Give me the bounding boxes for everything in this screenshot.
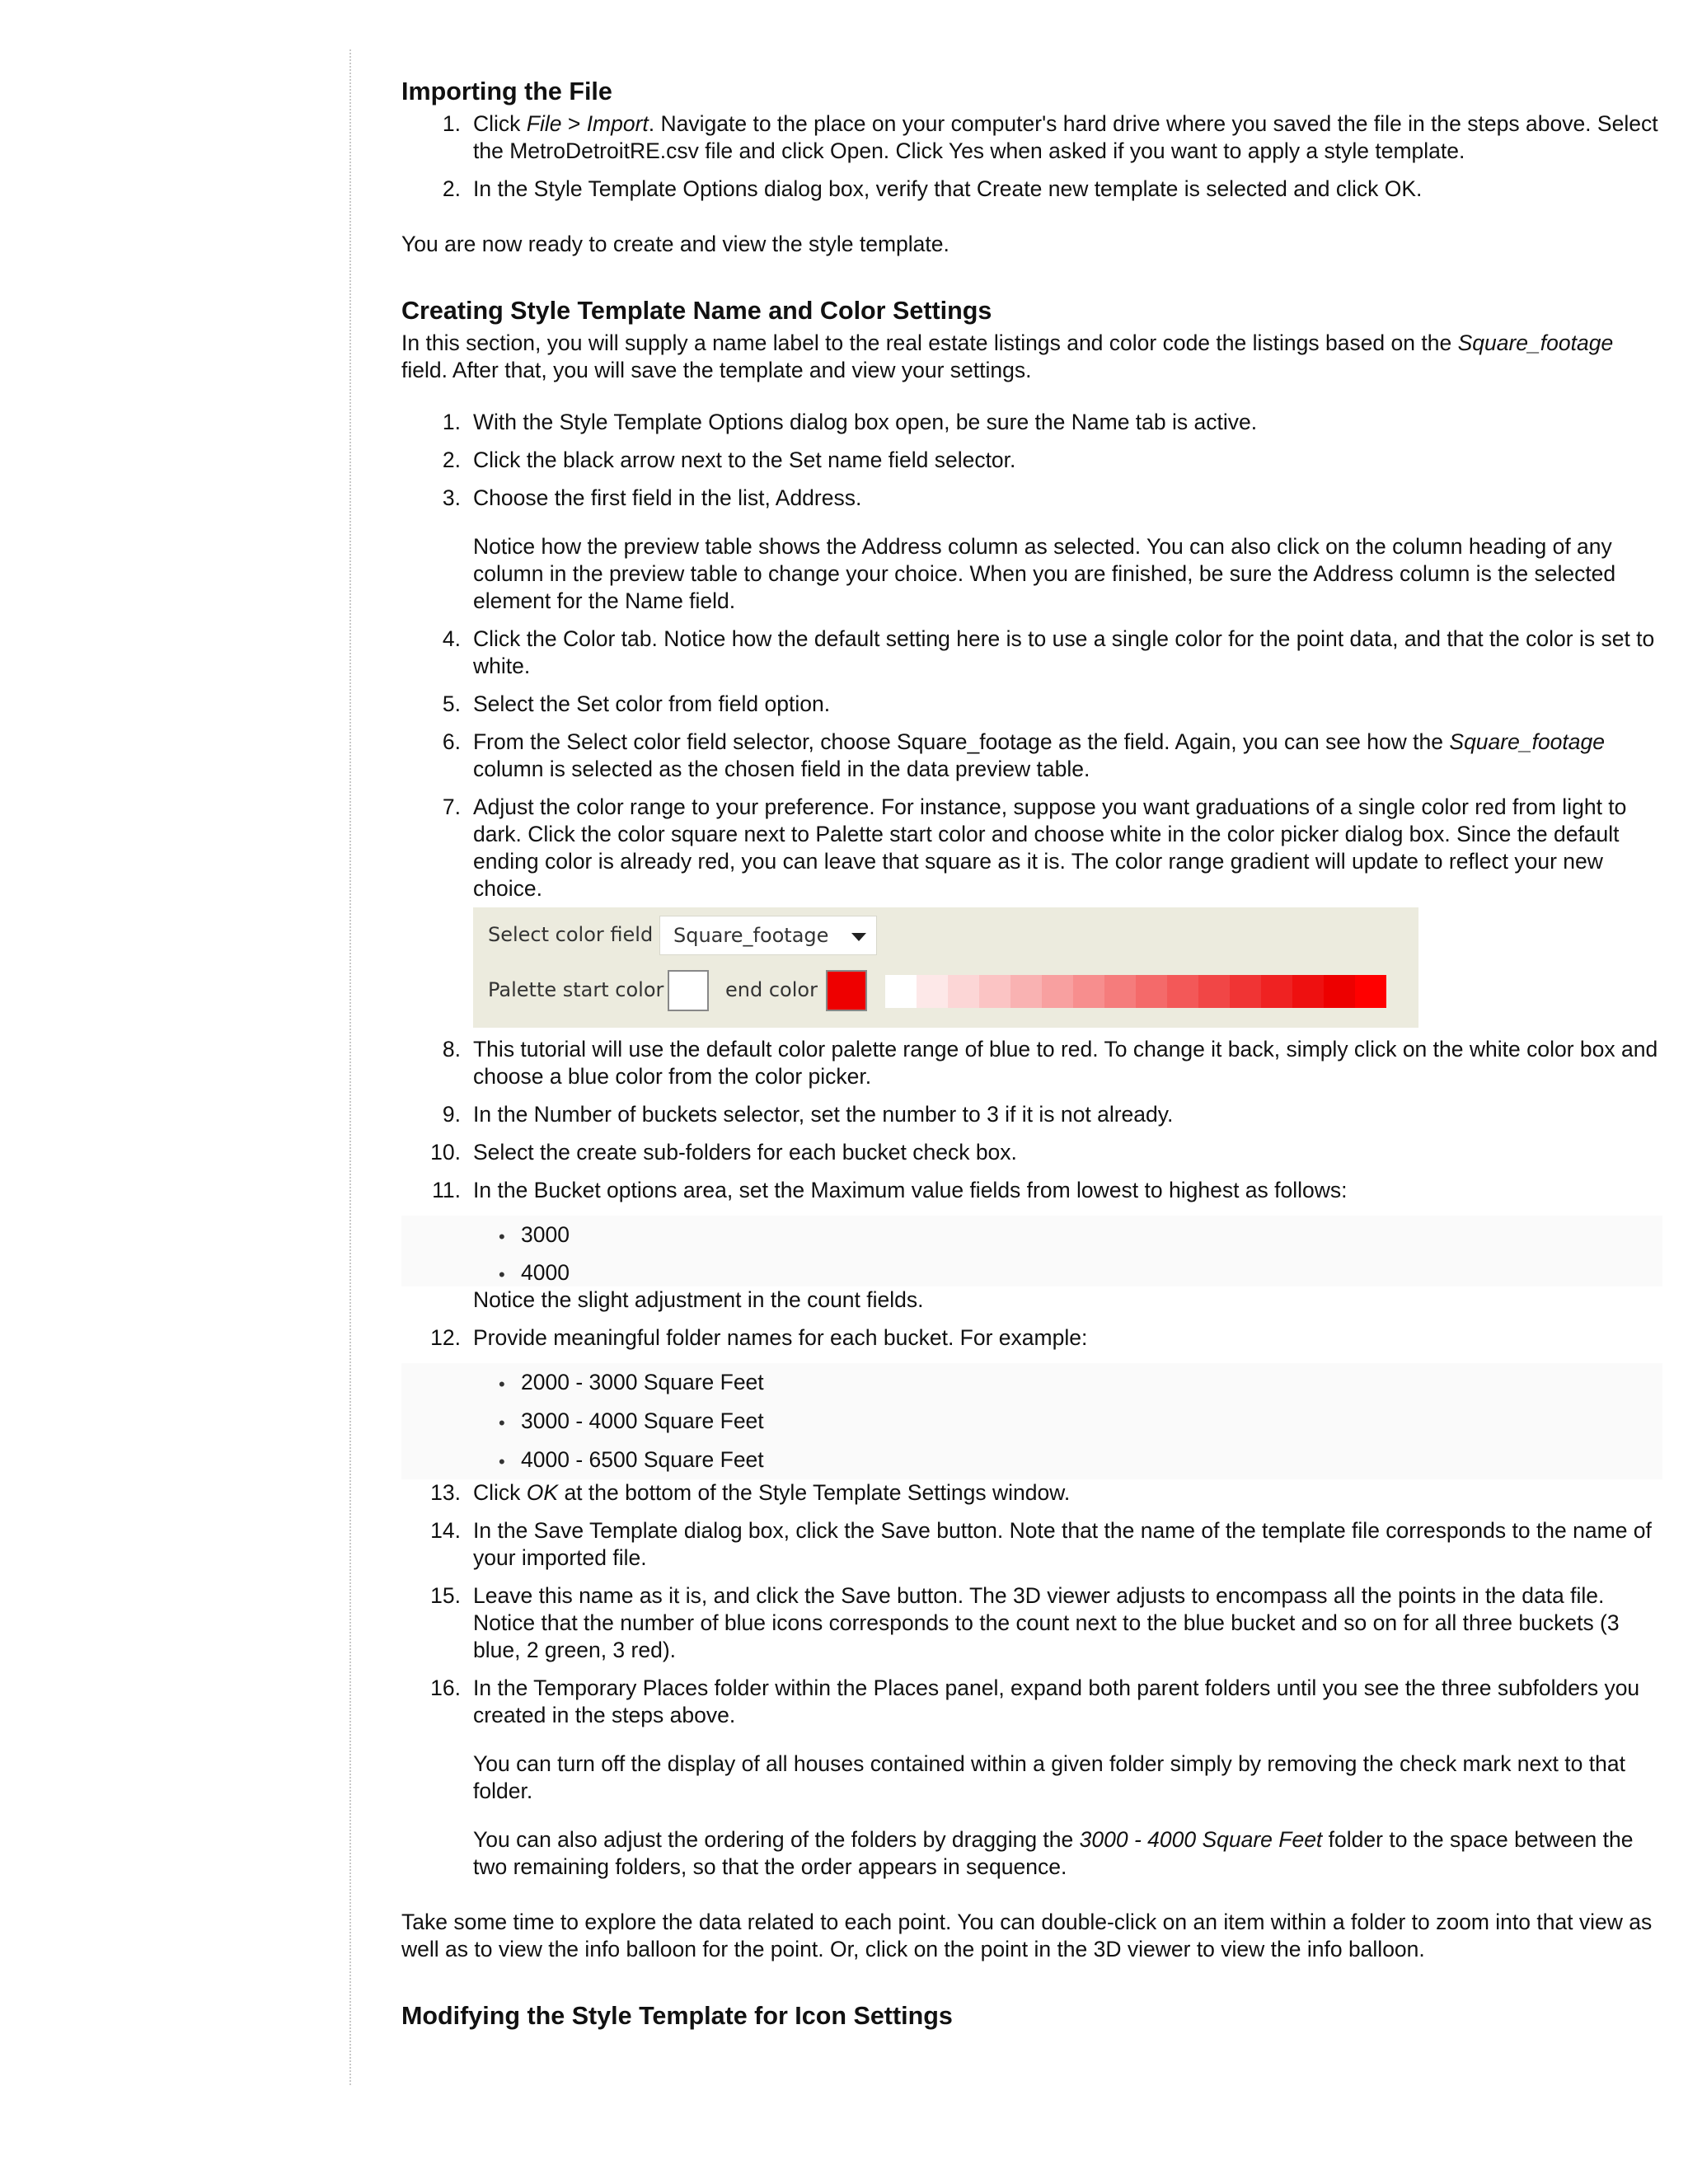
bullet-text: 3000 - 4000 Square Feet (521, 1408, 764, 1433)
gradient-cell (1136, 975, 1167, 1008)
list-item (401, 1675, 1662, 1881)
chevron-down-icon (851, 933, 866, 941)
end-color-swatch[interactable] (826, 970, 867, 1011)
bullet-text: 4000 - 6500 Square Feet (521, 1447, 764, 1472)
step-number: 7. (442, 794, 461, 819)
step-number: 5. (442, 691, 461, 716)
bullet-icon: • (499, 1264, 505, 1285)
bullet-list (401, 1363, 1662, 1479)
step-number: 8. (442, 1037, 461, 1062)
bullet-list (401, 1216, 1662, 1286)
gradient-cell (1292, 975, 1324, 1008)
list-item (401, 409, 1662, 436)
step-number: 1. (442, 410, 461, 434)
step-text: column is selected as the chosen field in the data preview table. (473, 757, 1090, 781)
gradient-cell (948, 975, 979, 1008)
bullet-text: 4000 (521, 1260, 570, 1285)
step-number: 12. (430, 1325, 461, 1350)
step-text: With the Style Template Options dialog box open, be sure the Name tab is active. (473, 410, 1258, 434)
bullet-panel (401, 1363, 1662, 1479)
palette-start-color-label: Palette start color (488, 978, 664, 1001)
gradient-cell (1073, 975, 1104, 1008)
creating-steps (401, 409, 1662, 902)
list-item (401, 1177, 1662, 1314)
step-text: . Navigate to the place on your computer's hard drive where you saved the file in the steps above. Select the MetroDetroitRE.csv file and click Open. Click Yes when asked if you want to apply a style template. (473, 111, 1658, 163)
bullet-item (401, 1259, 1662, 1286)
select-color-field-value: Square_footage (673, 924, 829, 947)
step-note-text: folder to the space between the two remaining folders, so that the order appears in sequence. (473, 1827, 1634, 1879)
gradient-cell (1261, 975, 1292, 1008)
step-text: Adjust the color range to your preference. For instance, suppose you want graduations of a single color red from light to dark. Click the color square next to Palette start color and choose white in the color picker dialog box. Since the default ending color is already red, you can leave that square as it is. The color range gradient will update to reflect your new choice. (473, 794, 1627, 901)
color-settings-screenshot (473, 907, 1418, 1028)
step-text: Click the Color tab. Notice how the default setting here is to use a single color for the point data, and that the color is set to white. (473, 626, 1655, 678)
step-number: 2. (442, 448, 461, 472)
step-number: 2. (442, 176, 461, 201)
bullet-icon: • (499, 1226, 505, 1247)
step-text: Leave this name as it is, and click the Save button. The 3D viewer adjusts to encompass all the points in the data file. Notice that the number of blue icons corresponds to the count next to the blue bucket and so on for all three buckets (3 blue, 2 green, 3 red). (473, 1583, 1620, 1662)
step-number: 15. (430, 1583, 461, 1608)
bullet-panel (401, 1216, 1662, 1286)
list-item (401, 626, 1662, 680)
folder-name: 3000 - 4000 Square Feet (1079, 1827, 1323, 1852)
step-text: Click (473, 1480, 527, 1505)
gradient-cell (1010, 975, 1042, 1008)
step-number: 4. (442, 626, 461, 651)
gradient-cell (917, 975, 948, 1008)
step-number: 3. (442, 485, 461, 510)
list-item (401, 1582, 1662, 1664)
step-text: In the Save Template dialog box, click the Save button. Note that the name of the template file corresponds to the name of your imported file. (473, 1518, 1652, 1570)
bullet-text: 2000 - 3000 Square Feet (521, 1370, 764, 1394)
menu-separator: > (561, 111, 587, 136)
step-text: In the Bucket options area, set the Maximum value fields from lowest to highest as follows: (473, 1178, 1348, 1202)
step-number: 10. (430, 1140, 461, 1165)
step-note (473, 1826, 1662, 1881)
list-item (401, 485, 1662, 615)
step-number: 13. (430, 1480, 461, 1505)
list-item (401, 729, 1662, 783)
list-item (401, 1036, 1662, 1090)
list-item (401, 110, 1662, 165)
list-item (401, 176, 1662, 203)
button-name: OK (526, 1480, 559, 1505)
list-item (401, 1101, 1662, 1128)
step-note: Notice how the preview table shows the Address column as selected. You can also click on the column heading of any column in the preview table to change your choice. When you are finished, be sure the Address column is the selected element for the Name field. (473, 534, 1616, 613)
gradient-cell (1324, 975, 1355, 1008)
gradient-cell (1230, 975, 1261, 1008)
bullet-icon: • (499, 1451, 505, 1472)
step-note: Notice the slight adjustment in the count fields. (473, 1287, 924, 1312)
list-item (401, 1139, 1662, 1166)
left-margin-rule (349, 49, 351, 2085)
gradient-cell (1104, 975, 1136, 1008)
step-text: at the bottom of the Style Template Settings window. (558, 1480, 1071, 1505)
bullet-icon: • (499, 1413, 505, 1433)
step-number: 9. (442, 1102, 461, 1127)
bullet-item (401, 1216, 1662, 1254)
document-body (401, 76, 1662, 2032)
list-item (401, 1324, 1662, 1479)
gradient-cell (1042, 975, 1073, 1008)
section-heading-creating: Creating Style Template Name and Color Settings (401, 297, 992, 325)
import-steps (401, 110, 1662, 203)
list-item (401, 447, 1662, 474)
step-text: In the Style Template Options dialog box, verify that Create new template is selected and click OK. (473, 176, 1423, 201)
step-text: Choose the first field in the list, Address. (473, 485, 862, 510)
palette-start-color-swatch[interactable] (668, 970, 709, 1011)
gradient-cell (885, 975, 917, 1008)
step-note: You can turn off the display of all houses contained within a given folder simply by removing the check mark next to that folder. (473, 1751, 1625, 1803)
menu-import: Import (586, 111, 649, 136)
section-heading-modifying: Modifying the Style Template for Icon Settings (401, 2002, 953, 2030)
step-text: In the Temporary Places folder within the Places panel, expand both parent folders until you see the three subfolders you created in the steps above. (473, 1675, 1640, 1727)
step-text: Select the Set color from field option. (473, 691, 831, 716)
intro-paragraph (401, 330, 1662, 384)
paragraph: Take some time to explore the data related to each point. You can double-click on an item within a folder to zoom into that view as well as to view the info balloon for the point. Or, click on the point in the 3D viewer to view the info balloon. (401, 1910, 1653, 1961)
step-number: 16. (430, 1675, 461, 1700)
bullet-item (401, 1441, 1662, 1479)
list-item (401, 691, 1662, 718)
step-number: 1. (442, 111, 461, 136)
step-text: This tutorial will use the default color palette range of blue to red. To change it back, simply click on the white color box and choose a blue color from the color picker. (473, 1037, 1658, 1089)
bullet-text: 3000 (521, 1222, 570, 1247)
bullet-item (401, 1402, 1662, 1441)
step-number: 11. (432, 1178, 461, 1202)
step-text: From the Select color field selector, choose Square_footage as the field. Again, you can see how the (473, 729, 1450, 754)
list-item (401, 1517, 1662, 1572)
step-number: 6. (442, 729, 461, 754)
field-name: Square_footage (1449, 729, 1605, 754)
step-text: In the Number of buckets selector, set the number to 3 if it is not already. (473, 1102, 1174, 1127)
intro-text: field. After that, you will save the template and view your settings. (401, 358, 1032, 382)
creating-steps-continued (401, 1036, 1662, 1881)
gradient-cell (1198, 975, 1230, 1008)
step-text: Click (473, 111, 527, 136)
step-text: Select the create sub-folders for each bucket check box. (473, 1140, 1017, 1165)
gradient-cell (1355, 975, 1386, 1008)
list-item (401, 1479, 1662, 1507)
intro-text: In this section, you will supply a name label to the real estate listings and color code the listings based on the (401, 330, 1458, 355)
paragraph: You are now ready to create and view the style template. (401, 232, 950, 256)
bullet-item (401, 1363, 1662, 1402)
step-text: Click the black arrow next to the Set name field selector. (473, 448, 1016, 472)
step-note-text: You can also adjust the ordering of the folders by dragging the (473, 1827, 1080, 1852)
list-item (401, 794, 1662, 902)
select-color-field-label: Select color field (488, 923, 654, 946)
menu-file: File (526, 111, 562, 136)
gradient-cell (979, 975, 1010, 1008)
end-color-label: end color (725, 978, 818, 1001)
section-heading-importing: Importing the File (401, 77, 612, 105)
bullet-icon: • (499, 1374, 505, 1394)
step-text: Provide meaningful folder names for each bucket. For example: (473, 1325, 1088, 1350)
step-number: 14. (430, 1518, 461, 1543)
gradient-cell (1167, 975, 1198, 1008)
color-range-gradient (885, 975, 1386, 1008)
field-name: Square_footage (1457, 330, 1614, 355)
select-color-field-dropdown[interactable] (659, 916, 877, 955)
